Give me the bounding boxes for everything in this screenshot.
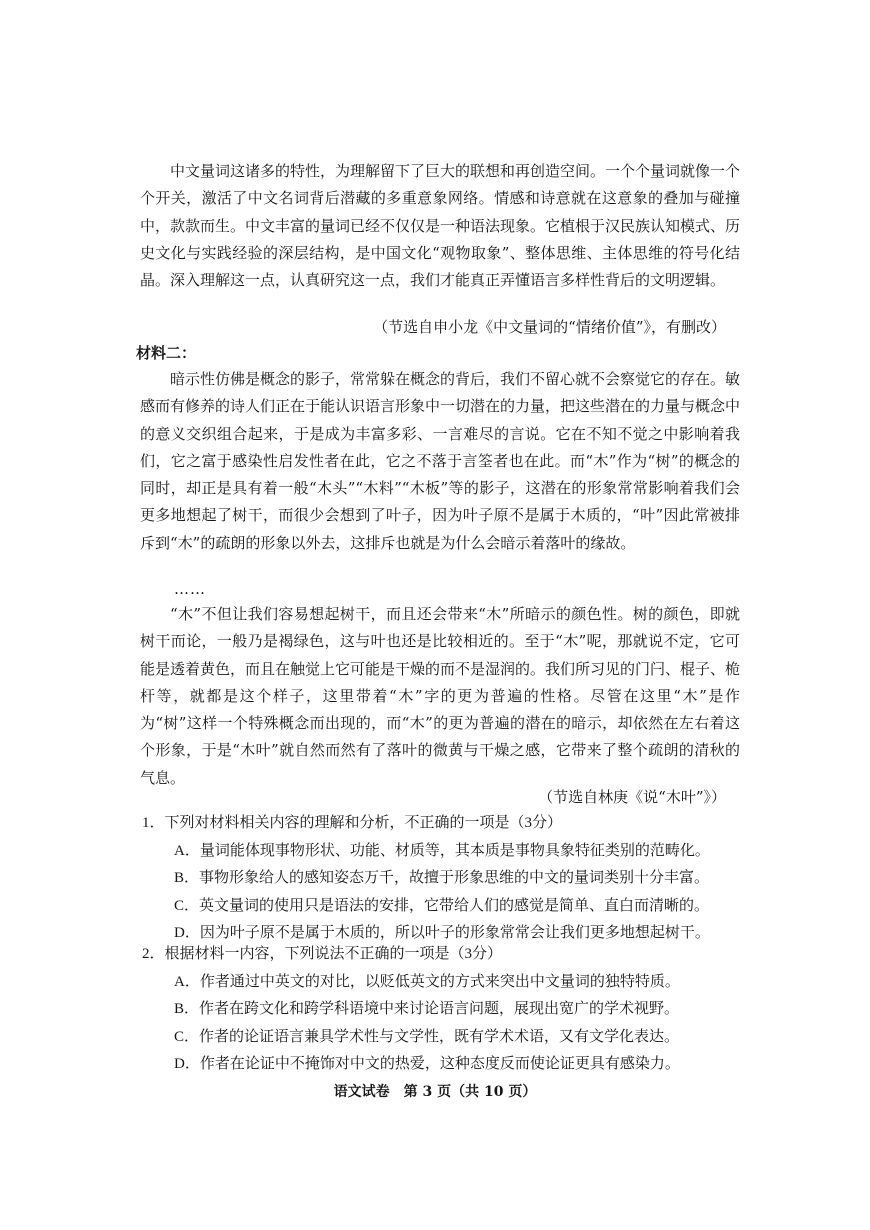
omission-ellipsis: …… — [174, 580, 206, 598]
material-two-paragraph-1: 暗示性仿佛是概念的影子，常常躲在概念的背后，我们不留心就不会察觉它的存在。敏感而有修养的诗人们正在于能认识语言形象中一切潜在的力量，把这些潜在的力量与概念中的意义交织组合起来，于是成为丰富多彩、一言难尽的言说。它在不知不觉之中影响着我们，它之富于感染性启发性者在此，它之不落于言筌者也在此。而“木”作为“树”的概念的同时，却正是具有着一般“木头”“木料”“木板”等的影子，这潜在的形象常常影响着我们会更多地想起了树干，而很少会想到了叶子，因为叶子原不是属于木质的，“叶”因此常被排斥到“木”的疏朗的形象以外去，这排斥也就是为什么会暗示着落叶的缘故。 — [140, 370, 741, 552]
page-footer: 语文试卷 第 3 页（共 10 页） — [333, 1084, 537, 1100]
answer-option-d: D．因为叶子原不是属于木质的，所以叶子的形象常常会让我们更多地想起树干。 — [174, 925, 710, 941]
answer-option-a: A．量词能体现事物形状、功能、材质等，其本质是事物具象特征类别的范畴化。 — [174, 842, 710, 859]
material-two-heading: 材料二： — [136, 344, 197, 362]
question-2 — [142, 941, 762, 1079]
answer-option-a: A．作者通过中英文的对比，以贬低英文的方式来突出中文量词的独特特质。 — [174, 973, 680, 990]
material-one-citation: （节选自申小龙《中文量词的“情绪价值”》，有删改） — [373, 318, 726, 336]
answer-option-b: B．作者在跨文化和跨学科语境中来讨论语言问题，展现出宽广的学术视野。 — [174, 1001, 680, 1017]
material-two-citation: （节选自林庚《说“木叶”》） — [538, 788, 726, 806]
question-1 — [142, 810, 762, 948]
material-two-paragraph-2: “木”不但让我们容易想起树干，而且还会带来“木”所暗示的颜色性。树的颜色，即就树干而论，一般乃是褐绿色，这与叶也还是比较相近的。至于“木”呢，那就说不定，它可能是透着黄色，而且在触觉上它可能是干燥的而不是湿润的。我们所习见的门闩、棍子、桅杆等，就都是这个样子，这里带着“木”字的更为普遍的性格。尽管在这里“木”是作为“树”这样一个特殊概念而出现的，而“木”的更为普遍的潜在的暗示，却依然在左右着这个形象，于是“木叶”就自然而然有了落叶的微黄与干燥之感，它带来了整个疏朗的清秋的气息。 — [140, 605, 741, 787]
answer-option-d: D．作者在论证中不掩饰对中文的热爱，这种态度反而使论证更具有感染力。 — [174, 1056, 680, 1072]
material-one-closing-paragraph: 中文量词这诸多的特性，为理解留下了巨大的联想和再创造空间。一个个量词就像一个个开关，激活了中文名词背后潜藏的多重意象网络。情感和诗意就在这意象的叠加与碰撞中，款款而生。中文丰富的量词已经不仅仅是一种语法现象。它植根于汉民族认知模式、历史文化与实践经验的深层结构，是中国文化“观物取象”、整体思维、主体思维的符号化结晶。深入理解这一点，认真研究这一点，我们才能真正弄懂语言多样性背后的文明逻辑。 — [140, 162, 741, 290]
question-stem: 2．根据材料一内容，下列说法不正确的一项是（3分） — [142, 946, 503, 962]
answer-option-c: C．英文量词的使用只是语法的安排，它带给人们的感觉是简单、直白而清晰的。 — [174, 897, 710, 914]
answer-option-b: B．事物形象给人的感知姿态万千，故擅于形象思维的中文的量词类别十分丰富。 — [174, 870, 710, 886]
answer-option-c: C．作者的论证语言兼具学术性与文学性，既有学术术语，又有文学化表达。 — [174, 1028, 680, 1045]
question-stem: 1．下列对材料相关内容的理解和分析，不正确的一项是（3分） — [142, 815, 563, 831]
